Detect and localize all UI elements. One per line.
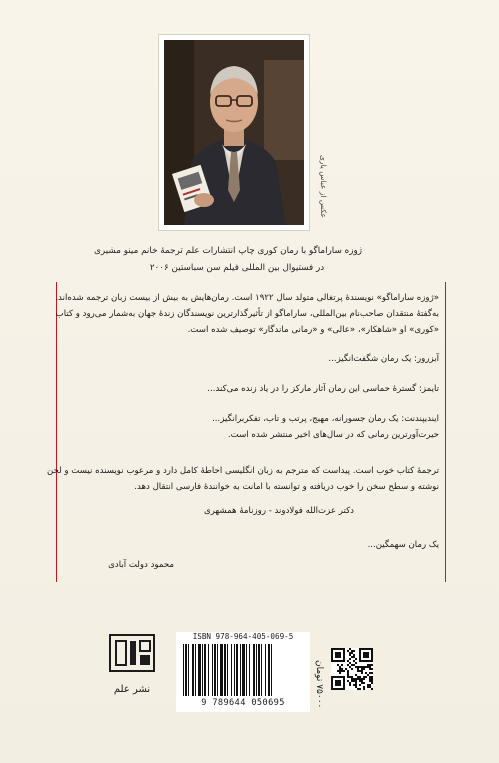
qr-module — [347, 676, 349, 678]
qr-finder — [335, 652, 341, 658]
qr-module — [341, 670, 343, 672]
qr-module — [365, 666, 367, 668]
qr-module — [369, 668, 371, 670]
barcode-bar — [236, 644, 238, 696]
qr-module — [363, 678, 365, 680]
qr-module — [359, 680, 361, 682]
qr-module — [345, 668, 347, 670]
qr-module — [357, 666, 359, 668]
barcode-bar — [258, 644, 260, 696]
quote-independent-line-1: ایندیپندنت: یک رمان جسورانه، مهیج، پرتب و تاب، تفکربرانگیز... — [212, 414, 439, 424]
qr-module — [347, 660, 349, 662]
photo-credit: عکس از عباس یاری — [319, 154, 328, 218]
qr-module — [369, 676, 371, 678]
intro-line-3: «کوری» او «شاهکار»، «عالی» و «رمانی ماندگار» توصیف شده است. — [187, 325, 439, 335]
barcode-bar — [271, 644, 272, 696]
barcode-bar — [265, 644, 266, 696]
qr-module — [367, 684, 369, 686]
qr-module — [361, 670, 363, 672]
barcode-bar — [246, 644, 247, 696]
barcode-bar — [217, 644, 218, 696]
barcode-bar — [208, 644, 209, 696]
qr-module — [365, 676, 367, 678]
qr-module — [363, 676, 365, 678]
qr-module — [349, 666, 351, 668]
qr-module — [369, 664, 371, 666]
qr-module — [349, 652, 351, 654]
barcode-bar — [240, 644, 241, 696]
qr-module — [351, 656, 353, 658]
qr-module — [363, 686, 365, 688]
qr-module — [371, 676, 373, 678]
barcode-bar — [242, 644, 245, 696]
qr-module — [359, 678, 361, 680]
qr-module — [371, 664, 373, 666]
quote-dowlatabadi: یک رمان سهمگین... — [367, 540, 439, 550]
qr-module — [351, 678, 353, 680]
barcode-number: 9 789644 050695 — [201, 698, 285, 708]
qr-module — [369, 678, 371, 680]
qr-module — [371, 678, 373, 680]
qr-module — [349, 658, 351, 660]
qr-module — [371, 680, 373, 682]
qr-module — [349, 654, 351, 656]
barcode-bar — [183, 644, 184, 696]
qr-module — [369, 686, 371, 688]
barcode-bar — [261, 644, 262, 696]
barcode-bar — [234, 644, 235, 696]
qr-module — [359, 670, 361, 672]
qr-module — [361, 666, 363, 668]
qr-module — [353, 684, 355, 686]
quote-independent-line-2: حیرت‌آورترین رمانی که در سال‌های اخیر منتشر شده است. — [227, 430, 439, 440]
barcode-bar — [188, 644, 189, 696]
qr-module — [361, 678, 363, 680]
qr-module — [363, 668, 365, 670]
qr-module — [369, 684, 371, 686]
qr-module — [363, 666, 365, 668]
barcode-bar — [204, 644, 206, 696]
qr-module — [339, 672, 341, 674]
barcode-bar — [253, 644, 255, 696]
qr-module — [355, 674, 357, 676]
barcode-bar — [198, 644, 201, 696]
qr-module — [339, 668, 341, 670]
qr-module — [359, 684, 361, 686]
barcode-bar — [185, 644, 187, 696]
qr-module — [355, 680, 357, 682]
qr-module — [371, 688, 373, 690]
barcode-bar — [192, 644, 194, 696]
qr-module — [347, 650, 349, 652]
publisher-name: نشر علم — [113, 684, 151, 695]
qr-module — [367, 664, 369, 666]
qr-module — [357, 668, 359, 670]
qr-module — [351, 676, 353, 678]
qr-module — [351, 680, 353, 682]
qr-module — [349, 682, 351, 684]
qr-module — [363, 688, 365, 690]
review-author: دکتر عزت‌الله فولادوند - روزنامهٔ همشهری — [203, 506, 354, 516]
barcode-bar — [220, 644, 223, 696]
qr-module — [347, 670, 349, 672]
barcode-bar — [214, 644, 216, 696]
isbn-label: ISBN 978-964-405-069-5 — [192, 632, 294, 641]
qr-module — [361, 668, 363, 670]
qr-module — [355, 686, 357, 688]
barcode-bar — [231, 644, 232, 696]
qr-module — [371, 682, 373, 684]
barcode-bar — [249, 644, 250, 696]
qr-module — [371, 668, 373, 670]
qr-module — [363, 682, 365, 684]
qr-module — [349, 684, 351, 686]
author-photo-illustration — [164, 40, 304, 225]
qr-module — [351, 668, 353, 670]
qr-module — [369, 672, 371, 674]
barcode-graphic — [180, 644, 306, 696]
qr-module — [367, 674, 369, 676]
review-line-2: نوشته و سطح سخن را خوب دریافته و توانسته با امانت به خوانندهٔ فارسی انتقال دهد. — [134, 482, 439, 492]
quote-observer: آبزرور: یک رمان شگفت‌انگیز... — [328, 354, 439, 364]
photo-caption-line-1: ژوزه ساراماگو با رمان کوری چاپ انتشارات علم ترجمهٔ خانم مینو مشیری — [93, 246, 362, 256]
barcode-bar — [195, 644, 196, 696]
qr-module — [353, 650, 355, 652]
qr-module — [369, 680, 371, 682]
qr-module — [351, 664, 353, 666]
qr-module — [357, 670, 359, 672]
barcode-bar — [202, 644, 203, 696]
qr-module — [347, 674, 349, 676]
qr-module — [361, 680, 363, 682]
qr-module — [353, 678, 355, 680]
qr-module — [347, 680, 349, 682]
qr-finder — [363, 652, 369, 658]
review-line-1: ترجمهٔ کتاب خوب است. پیداست که مترجم به زبان انگلیسی احاطهٔ کامل دارد و مرعوب نویسنده نیست و لحن — [46, 466, 439, 476]
qr-module — [371, 672, 373, 674]
qr-module — [361, 682, 363, 684]
qr-module — [359, 688, 361, 690]
qr-module — [353, 656, 355, 658]
qr-module — [349, 648, 351, 650]
isbn-barcode-block — [176, 632, 310, 712]
qr-module — [347, 672, 349, 674]
author-photo — [164, 40, 304, 225]
barcode-bar — [256, 644, 257, 696]
qr-module — [359, 676, 361, 678]
qr-module — [357, 688, 359, 690]
qr-module — [355, 662, 357, 664]
qr-module — [361, 672, 363, 674]
qr-module — [367, 666, 369, 668]
qr-module — [357, 678, 359, 680]
qr-module — [355, 678, 357, 680]
price-label: ۷۵۰۰۰ تومان — [314, 659, 324, 708]
qr-module — [355, 658, 357, 660]
qr-module — [353, 654, 355, 656]
barcode-bar — [268, 644, 270, 696]
qr-module — [347, 664, 349, 666]
qr-module — [341, 664, 343, 666]
quote-dowlatabadi-author: محمود دولت آبادی — [108, 560, 174, 570]
qr-finder — [335, 680, 341, 686]
qr-module — [353, 680, 355, 682]
qr-module — [343, 670, 345, 672]
qr-module — [341, 668, 343, 670]
qr-module — [357, 676, 359, 678]
qr-module — [351, 650, 353, 652]
qr-module — [359, 666, 361, 668]
qr-module — [351, 652, 353, 654]
qr-module — [355, 666, 357, 668]
qr-module — [337, 664, 339, 666]
publisher-logo — [108, 633, 156, 673]
barcode-bar — [212, 644, 213, 696]
qr-module — [353, 664, 355, 666]
qr-code — [331, 648, 373, 690]
photo-caption-line-2: در فستیوال بین المللی فیلم سن سباستین ۲۰۰۶ — [149, 263, 325, 273]
qr-module — [349, 662, 351, 664]
qr-module — [355, 682, 357, 684]
qr-module — [355, 684, 357, 686]
quote-times: تایمز: گسترهٔ حماسی این رمان آثار مارکز را در یاد زنده می‌کند... — [207, 384, 439, 394]
author-photo-frame — [158, 34, 310, 231]
qr-module — [337, 670, 339, 672]
barcode-bar — [227, 644, 228, 696]
intro-line-2: به‌گفتهٔ منتقدان صاحب‌نام بین‌المللی، ساراماگو از تأثیرگذارترین نویسندگان زندهٔ جهان به‌شمار می‌رود و کتاب — [55, 309, 439, 319]
qr-module — [353, 660, 355, 662]
barcode-bar — [224, 644, 226, 696]
qr-module — [339, 666, 341, 668]
qr-module — [339, 670, 341, 672]
qr-module — [369, 666, 371, 668]
qr-module — [365, 672, 367, 674]
qr-module — [349, 676, 351, 678]
qr-module — [367, 686, 369, 688]
intro-line-1: «ژوزه ساراماگو» نویسندهٔ پرتغالی متولد سال ۱۹۲۲ است. رمان‌هایش به بیش از بیست زبان ترجمه شده‌اند. — [55, 293, 439, 303]
